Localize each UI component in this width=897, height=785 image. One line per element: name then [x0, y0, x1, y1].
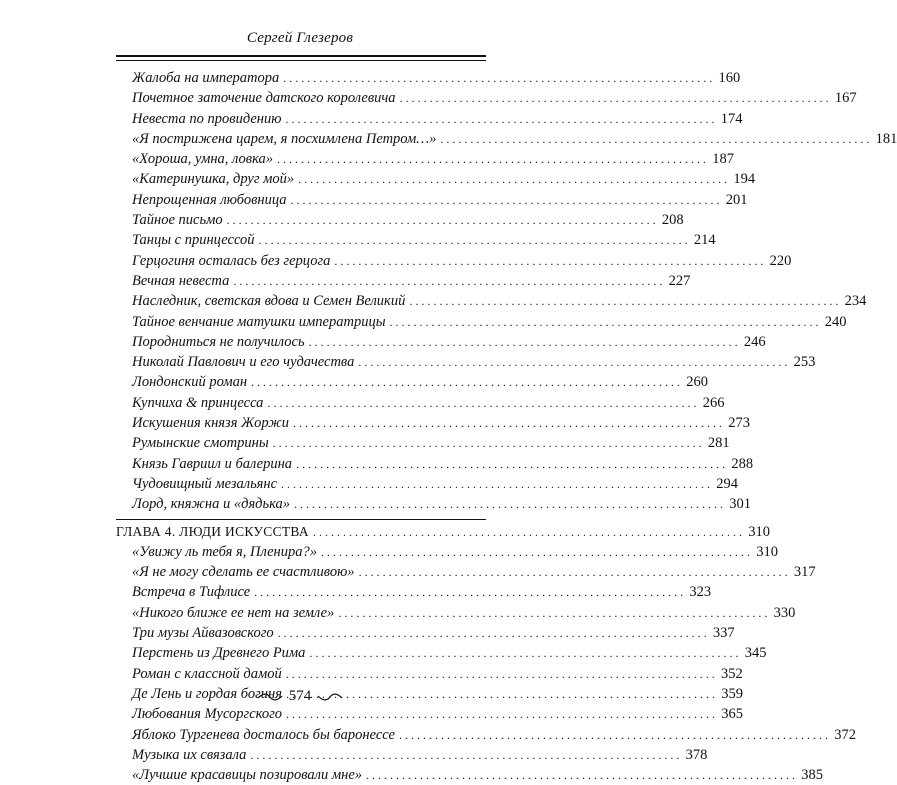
dot-leader	[313, 522, 742, 542]
toc-entry-page: 352	[721, 665, 743, 682]
toc-entry	[116, 664, 743, 684]
toc-entry	[116, 393, 725, 413]
toc-entry	[116, 68, 741, 88]
toc-entry-title: Встреча в Тифлисе	[132, 584, 251, 601]
toc-entry-title: Купчиха & принцесса	[132, 394, 264, 411]
toc-entry-title: Яблоко Тургенева досталось бы баронессе	[132, 726, 395, 743]
dot-leader	[286, 664, 715, 684]
toc-entry	[116, 251, 792, 271]
left-swash-ornament-icon	[257, 692, 283, 702]
toc-entry-title: Роман с классной дамой	[132, 665, 282, 682]
toc-entry	[116, 149, 734, 169]
toc-entry-title: Любования Мусоргского	[132, 706, 283, 723]
toc-entry	[116, 109, 743, 129]
toc-entry	[116, 603, 796, 623]
page-folio	[0, 688, 600, 705]
toc-entry-title: Танцы с принцессой	[132, 232, 255, 249]
toc-entry-page: 201	[725, 191, 748, 208]
toc-entry-page: 359	[721, 685, 743, 702]
toc-entry-page: 281	[707, 435, 730, 452]
toc-entry-page: 301	[729, 496, 752, 513]
toc-entry-title: Чудовищный мезальянс	[132, 475, 278, 492]
dot-leader	[358, 352, 787, 372]
header-rule-thick	[116, 55, 486, 57]
toc-entry-page: 208	[661, 212, 684, 229]
toc-entry-title: Лорд, княжна и «дядька»	[132, 496, 291, 513]
toc-entry	[116, 765, 824, 785]
toc-entry-page: 194	[733, 171, 756, 188]
right-swash-ornament-icon	[317, 692, 343, 702]
toc-entry	[116, 413, 751, 433]
dot-leader	[259, 230, 688, 250]
toc-entry-page: 378	[685, 746, 708, 763]
toc-entry	[116, 745, 708, 765]
toc-entry-title: «Увижу ль тебя я, Пленира?»	[132, 543, 318, 560]
dot-leader	[359, 562, 788, 582]
dot-leader	[286, 704, 715, 724]
dot-leader	[277, 149, 706, 169]
toc-entry	[116, 210, 684, 230]
dot-leader	[250, 745, 679, 765]
dot-leader	[400, 88, 829, 108]
toc-entry	[116, 562, 816, 582]
toc-entry-page: 310	[756, 543, 779, 560]
toc-entry-title: «Я не могу сделать ее счастливою»	[132, 564, 355, 581]
toc-entry	[116, 352, 816, 372]
dot-leader	[291, 190, 720, 210]
toc-entry	[116, 291, 867, 311]
dot-leader	[273, 433, 702, 453]
toc-entry-title: Лондонский роман	[132, 374, 248, 391]
page-number: 574	[288, 688, 312, 705]
toc-entry	[116, 454, 754, 474]
chapter-page: 310	[748, 523, 770, 540]
toc-entry-page: 330	[773, 604, 796, 621]
toc-entry-page: 227	[668, 272, 691, 289]
dot-leader	[309, 643, 738, 663]
toc-entry-title: «Катеринушка, друг мой»	[132, 171, 295, 188]
toc-entry-title: «Хороша, умна, ловка»	[132, 151, 273, 168]
toc-entry-page: 323	[689, 584, 712, 601]
toc-entry-page: 246	[743, 333, 766, 350]
toc-entry-title: «Я пострижена царем, я посхимлена Петром…»	[132, 130, 437, 147]
toc-entry	[116, 169, 756, 189]
toc-entry-title: Непрощенная любовница	[132, 191, 287, 208]
toc-entry-page: 187	[712, 151, 734, 168]
toc-entry-page: 372	[834, 726, 856, 743]
toc-entry-title: Вечная невеста	[132, 272, 230, 289]
running-head-author: Сергей Глезеров	[246, 30, 354, 46]
toc-entry	[116, 312, 847, 332]
dot-leader	[254, 582, 683, 602]
toc-entry	[116, 129, 897, 149]
dot-leader	[338, 603, 767, 623]
toc-entry-title: Князь Гавриил и балерина	[132, 455, 293, 472]
dot-leader	[298, 169, 727, 189]
toc-entry-page: 317	[793, 564, 816, 581]
toc-entry-title: Почетное заточение датского королевича	[132, 90, 396, 107]
toc-entry-page: 294	[716, 475, 739, 492]
dot-leader	[390, 312, 819, 332]
toc-entry	[116, 372, 709, 392]
toc-entry-page: 345	[744, 645, 767, 662]
dot-leader	[321, 542, 750, 562]
toc-entry-title: Породниться не получилось	[132, 333, 305, 350]
toc-entry	[116, 704, 744, 724]
table-of-contents	[116, 68, 897, 785]
toc-entry	[116, 230, 716, 250]
toc-entry	[116, 190, 748, 210]
toc-entry	[116, 332, 766, 352]
dot-leader	[281, 474, 710, 494]
toc-entry-page: 260	[686, 374, 709, 391]
toc-entry-title: Невеста по провидению	[132, 110, 282, 127]
toc-entry-title: Искушения князя Жоржи	[132, 415, 290, 432]
toc-entry-page: 337	[712, 625, 735, 642]
toc-entry-title: Наследник, светская вдова и Семен Великий	[132, 293, 406, 310]
toc-entry-title: Музыка их связала	[132, 746, 247, 763]
dot-leader	[366, 765, 795, 785]
dot-leader	[278, 623, 707, 643]
toc-entry-page: 266	[702, 394, 725, 411]
dot-leader	[285, 109, 714, 129]
toc-entry	[116, 542, 779, 562]
toc-entry	[116, 494, 752, 514]
toc-entry-page: 220	[769, 252, 792, 269]
dot-leader	[309, 332, 738, 352]
toc-entry-title: Румынские смотрины	[132, 435, 269, 452]
dot-leader	[233, 271, 662, 291]
toc-entry	[116, 582, 712, 602]
toc-entry-page: 240	[824, 313, 847, 330]
toc-entry-title: Тайное венчание матушки императрицы	[132, 313, 386, 330]
toc-entry-title: Тайное письмо	[132, 212, 223, 229]
dot-leader	[267, 393, 696, 413]
dot-leader	[409, 291, 838, 311]
toc-entry-title: «Лучшие красавицы позировали мне»	[132, 767, 363, 784]
toc-entry	[116, 643, 767, 663]
toc-entry-title: Три музы Айвазовского	[132, 625, 274, 642]
toc-entry-page: 234	[844, 293, 867, 310]
dot-leader	[399, 725, 828, 745]
toc-entry	[116, 433, 730, 453]
toc-entry-page: 273	[728, 415, 751, 432]
dot-leader	[440, 129, 869, 149]
dot-leader	[334, 251, 763, 271]
toc-entry-title: Герцогиня осталась без герцога	[132, 252, 331, 269]
toc-entry-page: 181	[875, 130, 897, 147]
toc-entry	[116, 623, 735, 643]
toc-entry	[116, 271, 691, 291]
toc-entry-title: Николай Павлович и его чудачества	[132, 354, 355, 371]
dot-leader	[294, 494, 723, 514]
dot-leader	[296, 454, 725, 474]
toc-entry-page: 160	[718, 70, 741, 86]
toc-entry-title: Перстень из Древнего Рима	[132, 645, 306, 662]
toc-entry	[116, 88, 857, 108]
chapter-title: ГЛАВА 4. ЛЮДИ ИСКУССТВА	[116, 523, 309, 539]
toc-entry-page: 214	[693, 232, 716, 249]
toc-entry-title: Жалоба на императора	[132, 70, 280, 86]
toc-entry-page: 174	[720, 110, 743, 127]
toc-entry-title: Де Лень и гордая богиня	[132, 685, 282, 702]
toc-entry	[116, 725, 856, 745]
dot-leader	[283, 68, 712, 88]
chapter-divider	[116, 519, 486, 520]
dot-leader	[251, 372, 680, 392]
toc-entry-title: «Никого ближе ее нет на земле»	[132, 604, 335, 621]
dot-leader	[293, 413, 722, 433]
toc-entry-page: 167	[834, 90, 857, 107]
toc-entry-page: 253	[793, 354, 816, 371]
header-rule-thin	[116, 60, 486, 61]
toc-entry-page: 365	[721, 706, 744, 723]
dot-leader	[227, 210, 656, 230]
toc-entry-page: 288	[731, 455, 754, 472]
toc-chapter-heading	[116, 522, 770, 542]
toc-entry-page: 385	[801, 767, 824, 784]
toc-entry	[116, 474, 739, 494]
